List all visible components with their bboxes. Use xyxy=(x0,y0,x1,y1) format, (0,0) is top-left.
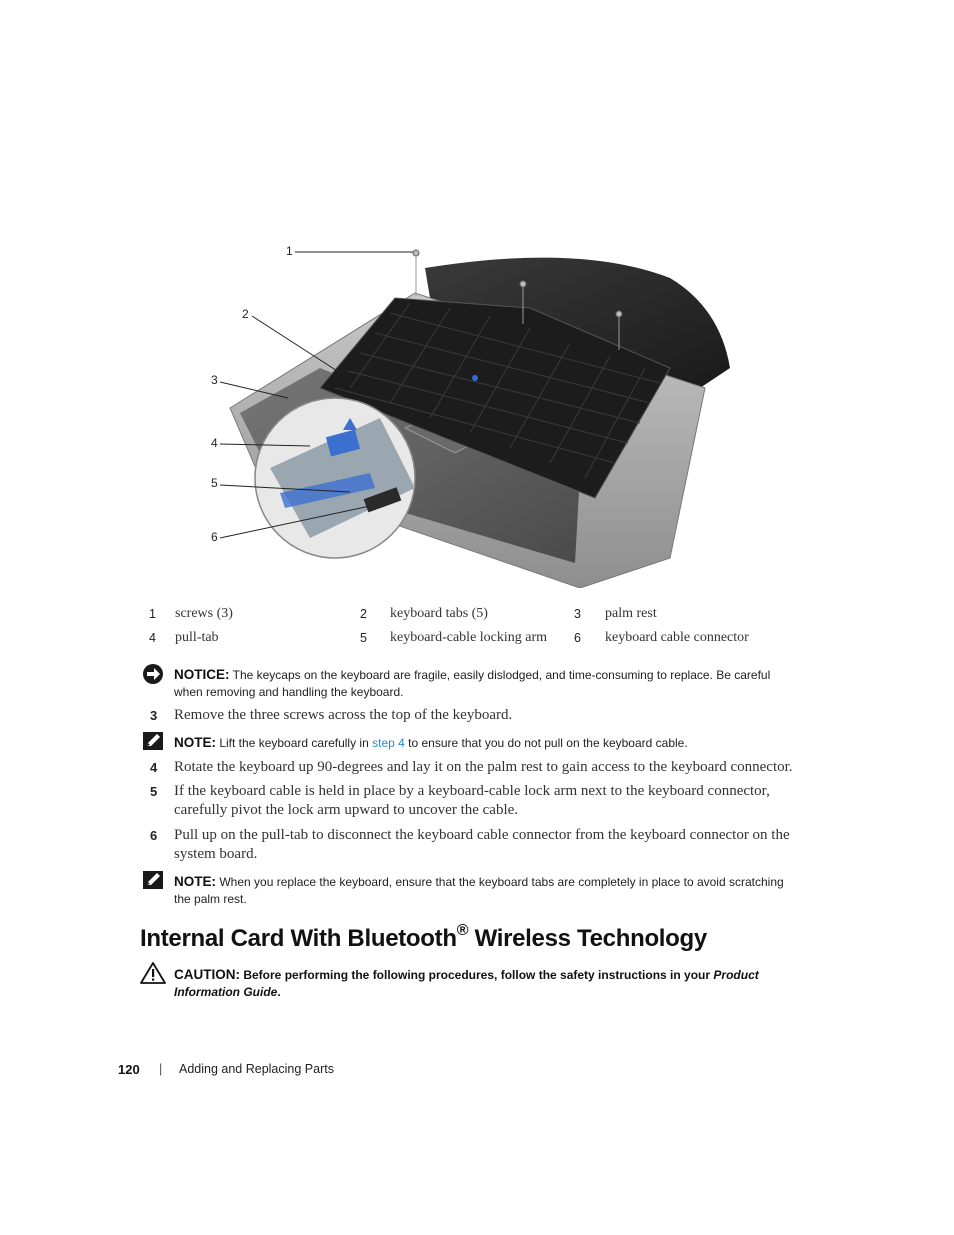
note-pencil-icon xyxy=(142,730,164,757)
step-5-line1: If the keyboard cable is held in place by a keyboard-cable lock arm next to the keyboard connector, xyxy=(174,783,770,799)
caution-end: . xyxy=(277,985,281,999)
callout-1: 1 xyxy=(286,244,293,258)
legend-num: 2 xyxy=(360,607,367,621)
step-6-line2: system board. xyxy=(174,846,258,862)
laptop-keyboard-illustration xyxy=(200,238,760,588)
caution-block xyxy=(174,966,794,1001)
legend-num: 5 xyxy=(360,631,367,645)
caution-label: CAUTION: xyxy=(174,967,240,982)
legend-label: keyboard-cable locking arm xyxy=(390,630,548,645)
legend-num: 6 xyxy=(574,631,581,645)
notice-icon xyxy=(142,663,164,690)
footer-section-title: Adding and Replacing Parts xyxy=(179,1062,334,1076)
section-heading xyxy=(140,924,707,953)
heading-part1: Internal Card With Bluetooth xyxy=(140,925,457,952)
trackpoint xyxy=(472,375,478,381)
legend-label: palm rest xyxy=(605,606,657,621)
step-6-line1: Pull up on the pull-tab to disconnect the keyboard cable connector from the keyboard connector on the xyxy=(174,827,790,843)
caution-text: Before performing the following procedures, follow the safety instructions in your xyxy=(243,968,711,982)
page-number: 120 xyxy=(118,1062,140,1077)
step-6-number: 6 xyxy=(150,828,158,843)
step-4-text: Rotate the keyboard up 90-degrees and lay it on the palm rest to gain access to the keyboard connector. xyxy=(174,759,793,775)
step-4-link[interactable]: step 4 xyxy=(372,736,405,750)
caution-italic-2: Information Guide xyxy=(174,985,278,999)
legend-num: 1 xyxy=(149,607,156,621)
note-1-block xyxy=(174,734,824,752)
notice-text-line2: when removing and handling the keyboard. xyxy=(174,685,404,699)
step-6-text xyxy=(174,826,834,864)
caution-italic-1: Product xyxy=(713,968,759,982)
notice-text-line1: The keycaps on the keyboard are fragile, easily dislodged, and time-consuming to replace. Be careful xyxy=(232,668,771,682)
note-1-label: NOTE: xyxy=(174,735,216,750)
callout-6: 6 xyxy=(211,530,218,544)
legend-label: keyboard cable connector xyxy=(605,630,749,645)
footer-separator: | xyxy=(159,1062,163,1076)
callout-4: 4 xyxy=(211,436,218,450)
keyboard-removal-figure xyxy=(200,238,760,588)
callout-3: 3 xyxy=(211,373,218,387)
note-2-text-line2: the palm rest. xyxy=(174,892,247,906)
note-2-block xyxy=(174,873,834,908)
callout-5: 5 xyxy=(211,476,218,490)
note-1-text-before: Lift the keyboard carefully in xyxy=(219,736,369,750)
step-4-number: 4 xyxy=(150,760,158,775)
legend-num: 3 xyxy=(574,607,581,621)
callout-2: 2 xyxy=(242,307,249,321)
legend-label: keyboard tabs (5) xyxy=(390,606,488,621)
legend-label: screws (3) xyxy=(175,606,233,621)
step-3-number: 3 xyxy=(150,708,158,723)
notice-block xyxy=(174,666,824,701)
legend-label: pull-tab xyxy=(175,630,219,645)
note-2-label: NOTE: xyxy=(174,874,216,889)
notice-label: NOTICE: xyxy=(174,667,230,682)
caution-warning-icon xyxy=(140,962,166,989)
legend-num: 4 xyxy=(149,631,156,645)
note-2-text-line1: When you replace the keyboard, ensure that the keyboard tabs are completely in place to avoid scratching xyxy=(219,875,784,889)
step-5-text xyxy=(174,782,834,820)
registered-mark: ® xyxy=(456,922,469,939)
note-pencil-icon xyxy=(142,869,164,896)
step-5-line2: carefully pivot the lock arm upward to uncover the cable. xyxy=(174,802,519,818)
step-3-text: Remove the three screws across the top of the keyboard. xyxy=(174,707,513,723)
step-5-number: 5 xyxy=(150,784,158,799)
note-1-text-after: to ensure that you do not pull on the keyboard cable. xyxy=(408,736,688,750)
heading-part2: Wireless Technology xyxy=(468,925,707,952)
